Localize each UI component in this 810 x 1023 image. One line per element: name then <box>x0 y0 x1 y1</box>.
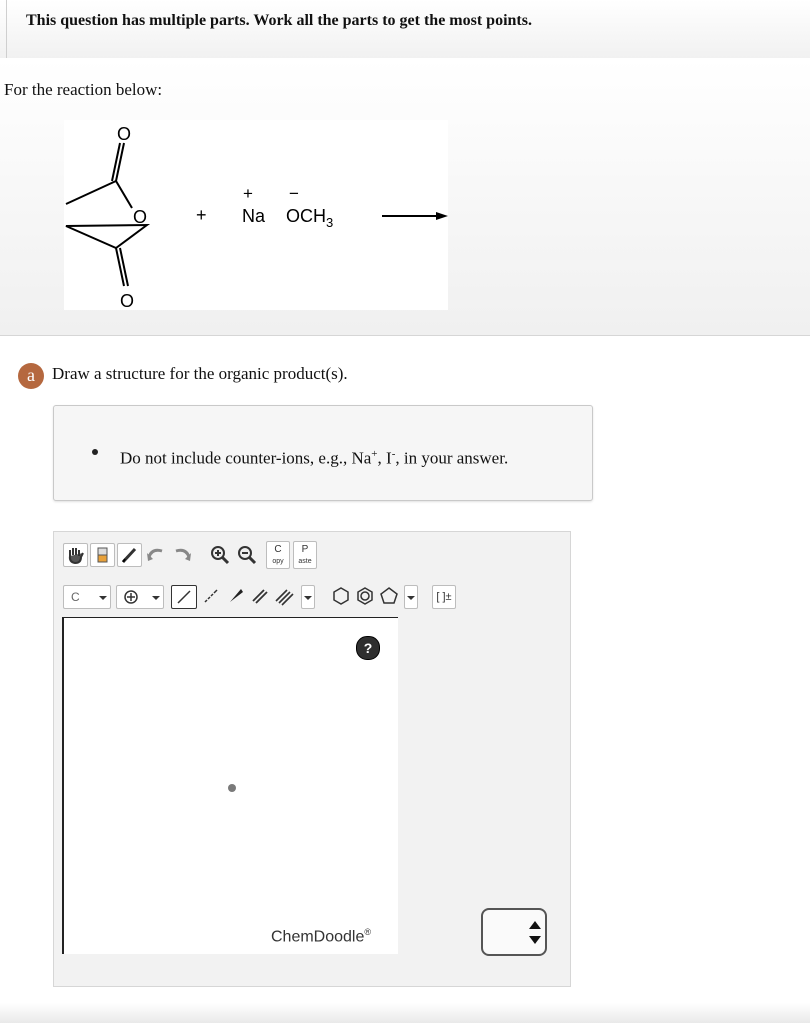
chevron-down-icon <box>405 586 417 608</box>
instructions-banner <box>0 0 810 59</box>
hand-icon[interactable] <box>63 543 88 567</box>
triple-bond-icon[interactable] <box>272 585 298 609</box>
plus-sign: + <box>196 205 207 225</box>
part-a-badge: a <box>18 363 44 389</box>
undo-icon[interactable] <box>144 543 169 567</box>
bond-dropdown[interactable] <box>301 585 315 609</box>
sodium-cation: Na <box>242 206 266 226</box>
top-carbonyl-oxygen: O <box>117 124 132 144</box>
chemdoodle-editor <box>53 531 571 987</box>
hint-text: Do not include counter-ions, e.g., Na+, I-, in your answer. <box>120 448 509 468</box>
bottom-carbonyl-oxygen: O <box>120 291 135 310</box>
anion-charge: − <box>289 184 299 203</box>
ring-dropdown[interactable] <box>404 585 418 609</box>
drawing-canvas[interactable] <box>62 617 398 954</box>
paste-label: P aste <box>298 544 312 565</box>
paste-button[interactable] <box>293 541 317 569</box>
reaction-scheme <box>64 120 448 310</box>
stem-intro: For the reaction below: <box>4 80 163 99</box>
hint-box <box>53 405 593 501</box>
element-selector[interactable] <box>63 585 111 609</box>
cyclopentane-icon[interactable] <box>378 585 400 609</box>
element-label: C <box>71 590 80 604</box>
scroll-toggle-icon[interactable] <box>481 908 547 956</box>
bracket-charge-button[interactable] <box>432 585 456 609</box>
wedge-bond-icon[interactable] <box>224 585 248 609</box>
redo-icon[interactable] <box>171 543 196 567</box>
chevron-down-icon <box>302 586 314 608</box>
double-bond-icon[interactable] <box>248 585 272 609</box>
canvas-cursor-dot <box>228 784 236 792</box>
chevron-down-icon <box>98 586 108 608</box>
reaction-arrow <box>382 212 448 220</box>
copy-button[interactable] <box>266 541 290 569</box>
bracket-label: [ ]± <box>436 591 452 603</box>
chemdoodle-brand: ChemDoodle® <box>271 927 372 946</box>
stereo-bond-icon[interactable] <box>199 585 223 609</box>
help-icon[interactable]: ? <box>356 636 380 660</box>
part-a-prompt: Draw a structure for the organic product(s). <box>52 364 348 383</box>
instructions-text: This question has multiple parts. Work all the parts to get the most points. <box>26 12 532 29</box>
benzene-icon[interactable] <box>354 585 376 609</box>
cation-charge: + <box>243 184 253 203</box>
eraser-icon[interactable] <box>90 543 115 567</box>
copy-label: C opy <box>272 544 284 565</box>
charge-selector[interactable] <box>116 585 164 609</box>
zoom-in-icon[interactable] <box>208 543 233 567</box>
zoom-out-icon[interactable] <box>235 543 260 567</box>
reaction-drawing <box>64 120 448 310</box>
chevron-down-icon <box>151 586 161 608</box>
ring-oxygen: O <box>133 207 148 227</box>
bullet-point <box>92 449 98 455</box>
charge-plus-icon <box>120 586 142 608</box>
banner-edge <box>6 0 7 58</box>
methoxide-anion: $OCH_3$ <box>286 206 334 230</box>
single-bond-icon[interactable] <box>171 585 197 609</box>
cyclohexane-icon[interactable] <box>330 585 352 609</box>
page-bottom-strip <box>0 1003 810 1023</box>
pencil-icon[interactable] <box>117 543 142 567</box>
